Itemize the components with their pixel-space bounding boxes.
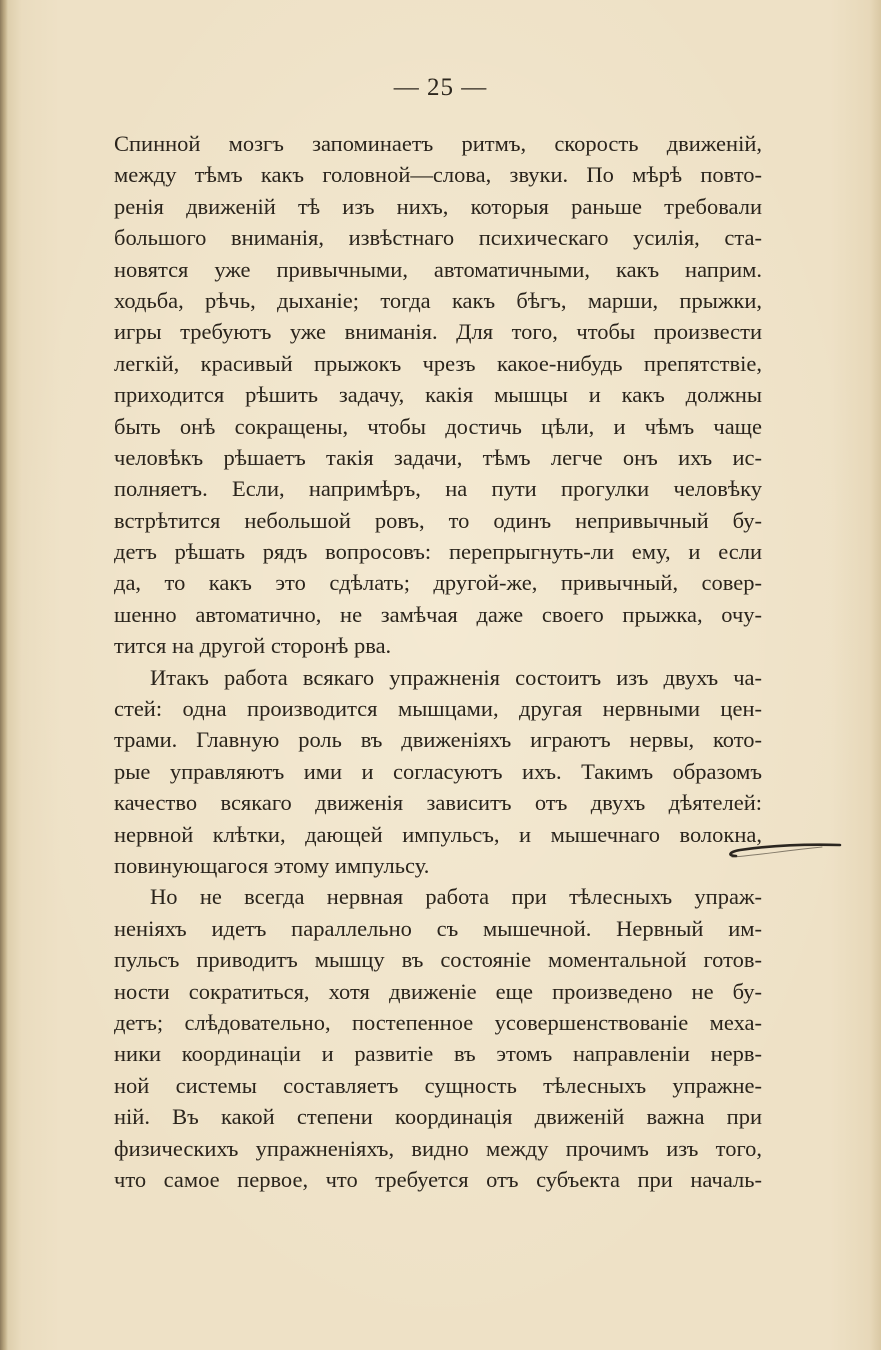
text-line: рые управляютъ ими и согласуютъ ихъ. Такимъ образомъ (114, 758, 762, 784)
body-text (114, 128, 762, 1195)
text-line: тится на другой сторонѣ рва. (114, 633, 392, 659)
text-line: нервной клѣтки, дающей импульсъ, и мышечнаго волокна, (114, 821, 762, 847)
text-line: ній. Въ какой степени координація движеній важна при (114, 1104, 762, 1130)
text-line: встрѣтится небольшой ровъ, то одинъ непривычный бу- (114, 507, 762, 533)
text-line: ренія движеній тѣ изъ нихъ, которыя раньше требовали (114, 193, 762, 219)
text-line: приходится рѣшить задачу, какія мышцы и какъ должны (114, 382, 762, 408)
text-line: легкій, красивый прыжокъ чрезъ какое-нибудь препятствіе, (114, 350, 762, 376)
page-spine-edge (0, 0, 8, 1350)
text-line: игры требуютъ уже вниманія. Для того, чтобы произвести (114, 319, 762, 345)
text-line: пульсъ приводитъ мышцу въ состояніе моментальной готов- (114, 947, 762, 973)
text-line: между тѣмъ какъ головной—слова, звуки. По мѣрѣ повто- (114, 162, 762, 188)
text-line: что самое первое, что требуется отъ субъекта при началь- (114, 1166, 762, 1192)
text-line: шенно автоматично, не замѣчая даже своего прыжка, очу- (114, 601, 762, 627)
text-line: Итакъ работа всякаго упражненія состоитъ изъ двухъ ча- (150, 664, 762, 690)
text-line: детъ рѣшать рядъ вопросовъ: перепрыгнуть-ли ему, и если (114, 539, 762, 565)
page-number: — 25 — (393, 74, 488, 101)
text-line: ности сократиться, хотя движеніе еще произведено не бу- (114, 978, 762, 1004)
text-line: ники координаціи и развитіе въ этомъ направленіи нерв- (114, 1041, 762, 1067)
text-line: быть онѣ сокращены, чтобы достичь цѣли, и чѣмъ чаще (114, 413, 762, 439)
text-line: детъ; слѣдовательно, постепенное усовершенствованіе меха- (114, 1009, 762, 1035)
text-line: ходьба, рѣчь, дыханіе; тогда какъ бѣгъ, марши, прыжки, (114, 287, 762, 313)
paragraph-3 (114, 881, 762, 1195)
paragraph-2 (114, 662, 762, 882)
text-line: физическихъ упражненіяхъ, видно между прочимъ изъ того, (114, 1135, 762, 1161)
text-line: большого вниманія, извѣстнаго психическаго усилія, ста- (114, 225, 762, 251)
text-line: неніяхъ идетъ параллельно съ мышечной. Нервный им- (114, 915, 762, 941)
text-line: да, то какъ это сдѣлать; другой-же, привычный, совер- (114, 570, 762, 596)
text-line: человѣкъ рѣшаетъ такія задачи, тѣмъ легче онъ ихъ ис- (114, 444, 762, 470)
text-line: стей: одна производится мышцами, другая нервными цен- (114, 696, 762, 722)
text-line: трами. Главную роль въ движеніяхъ играютъ нервы, кото- (114, 727, 762, 753)
text-line: Но не всегда нервная работа при тѣлесныхъ упраж- (150, 884, 762, 910)
text-line: новятся уже привычными, автоматичными, какъ наприм. (114, 256, 762, 282)
text-line: полняетъ. Если, напримѣръ, на пути прогулки человѣку (114, 476, 762, 502)
paragraph-1 (114, 128, 762, 662)
text-line: повинующагося этому импульсу. (114, 852, 430, 878)
pencil-underline-mark (722, 836, 852, 866)
text-line: качество всякаго движенія зависитъ отъ двухъ дѣятелей: (114, 790, 762, 816)
text-line: ной системы составляетъ сущность тѣлесныхъ упражне- (114, 1072, 762, 1098)
text-line: Спинной мозгъ запоминаетъ ритмъ, скорость движеній, (114, 131, 762, 156)
